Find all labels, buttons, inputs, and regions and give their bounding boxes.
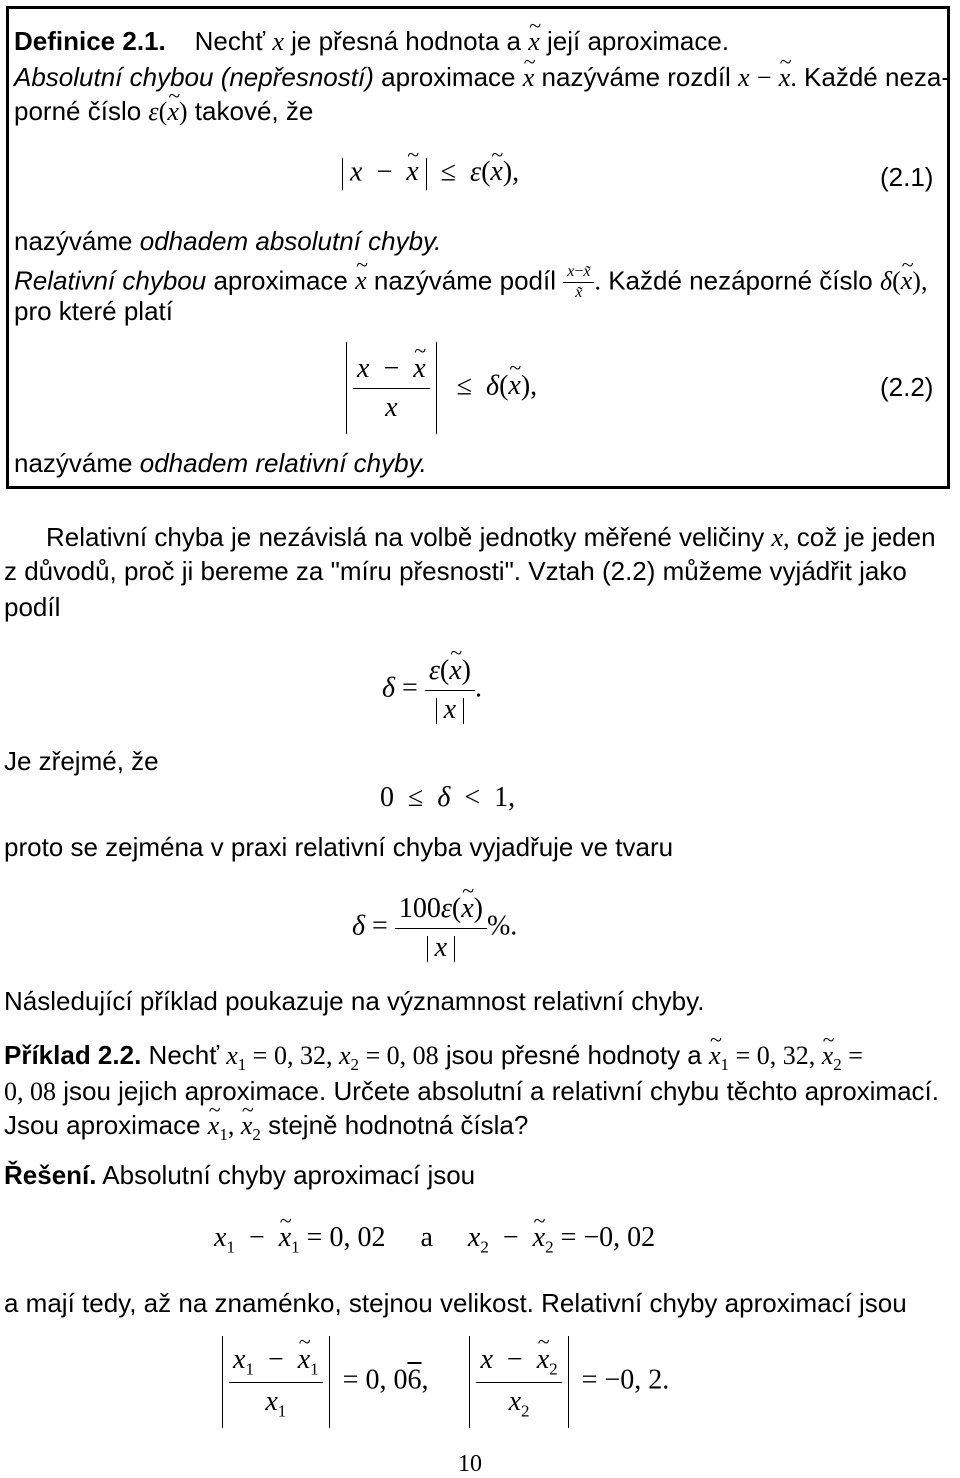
page-number: 10 xyxy=(458,1451,482,1477)
definition-heading: Definice 2.1. xyxy=(14,26,166,56)
definition-line-5: Relativní chybou aproximace ~ x nazýváme podíl $\frac{x-x̃}{x̃}$ . Každé nezáporné číslo δ(~ x), xyxy=(14,264,927,301)
equation-2-2: $\frac{x - \sim x}{x}$ ≤ δ(~ x), xyxy=(340,342,537,434)
definition-line-4: nazýváme odhadem absolutní chyby. xyxy=(14,226,442,256)
equation-delta-percent: δ = $\frac{100\varepsilon(\sim x)}{x}$ %. xyxy=(352,892,517,964)
paragraph-1-line-2: z důvodů, proč ji bereme za "míru přesnosti". Vztah (2.2) můžeme vyjádřit jako xyxy=(4,556,907,586)
example-line-2: 0, 08 jsou jejich aproximace. Určete absolutní a relativní chybu těchto aproximací. xyxy=(4,1076,939,1106)
definition-line-1: Definice 2.1. Nechť x je přesná hodnota a ~ x její aproximace. xyxy=(14,28,729,55)
definition-line-7: nazýváme odhadem relativní chyby. xyxy=(14,448,427,478)
definition-line-6: pro které platí xyxy=(14,296,173,326)
definition-line-3: porné číslo ε(~ x) takové, že xyxy=(14,98,313,125)
paragraph-1-line-3: podíl xyxy=(4,592,61,622)
equation-absolute-errors: $x_1$ − ~ $x_1 = 0$, 02 a $x_2$ − ~ $x_2 = -0$, 02 xyxy=(214,1224,655,1256)
example-line-1: Příklad 2.2. Nechť $x_1 = 0$, 32, $x_2 = 0$, 08 jsou přesné hodnoty a ~ $x_1 = 0$, 32, ~ $x_2$ = xyxy=(4,1042,863,1073)
example-heading: Příklad 2.2. xyxy=(4,1040,142,1070)
equation-2-1: x − ~ x ≤ ε(~ x), xyxy=(342,158,519,190)
paragraph-3: Následující příklad poukazuje na významnost relativní chyby. xyxy=(4,986,705,1016)
equation-2-2-number: (2.2) xyxy=(880,372,934,402)
equation-2-1-number: (2.1) xyxy=(880,162,934,192)
solution-line-1: Řešení. Absolutní chyby aproximací jsou xyxy=(4,1160,476,1190)
obvious-text: Je zřejmé, že xyxy=(4,746,159,776)
equation-and: a xyxy=(420,1222,433,1253)
paragraph-2: proto se zejména v praxi relativní chyba vyjadřuje ve tvaru xyxy=(4,832,674,862)
definition-line-2: Absolutní chybou (nepřesností) aproximace ~ x nazýváme rozdíl x − ~ x. Každé neza- xyxy=(14,64,950,91)
equation-relative-errors: $\frac{x_1 - \sim x_1}{x_1}$ = 0, 06, $\frac{x - \sim x_2}{x_2}$ = −0, 2. xyxy=(216,1336,669,1428)
solution-line-2: a mají tedy, až na znaménko, stejnou velikost. Relativní chyby aproximací jsou xyxy=(4,1288,907,1318)
equation-delta-bounds: 0 ≤ δ < 1, xyxy=(380,782,516,813)
equation-delta-ratio: δ = $\frac{\varepsilon(\sim x)}{x}$ . xyxy=(382,654,482,726)
example-line-3: Jsou aproximace ~ $x_1$, ~ $x_2$ stejně hodnotná čísla? xyxy=(4,1112,528,1143)
paragraph-1-line-1: Relativní chyba je nezávislá na volbě jednotky měřené veličiny x, což je jeden xyxy=(46,522,936,552)
solution-heading: Řešení. xyxy=(4,1160,97,1190)
